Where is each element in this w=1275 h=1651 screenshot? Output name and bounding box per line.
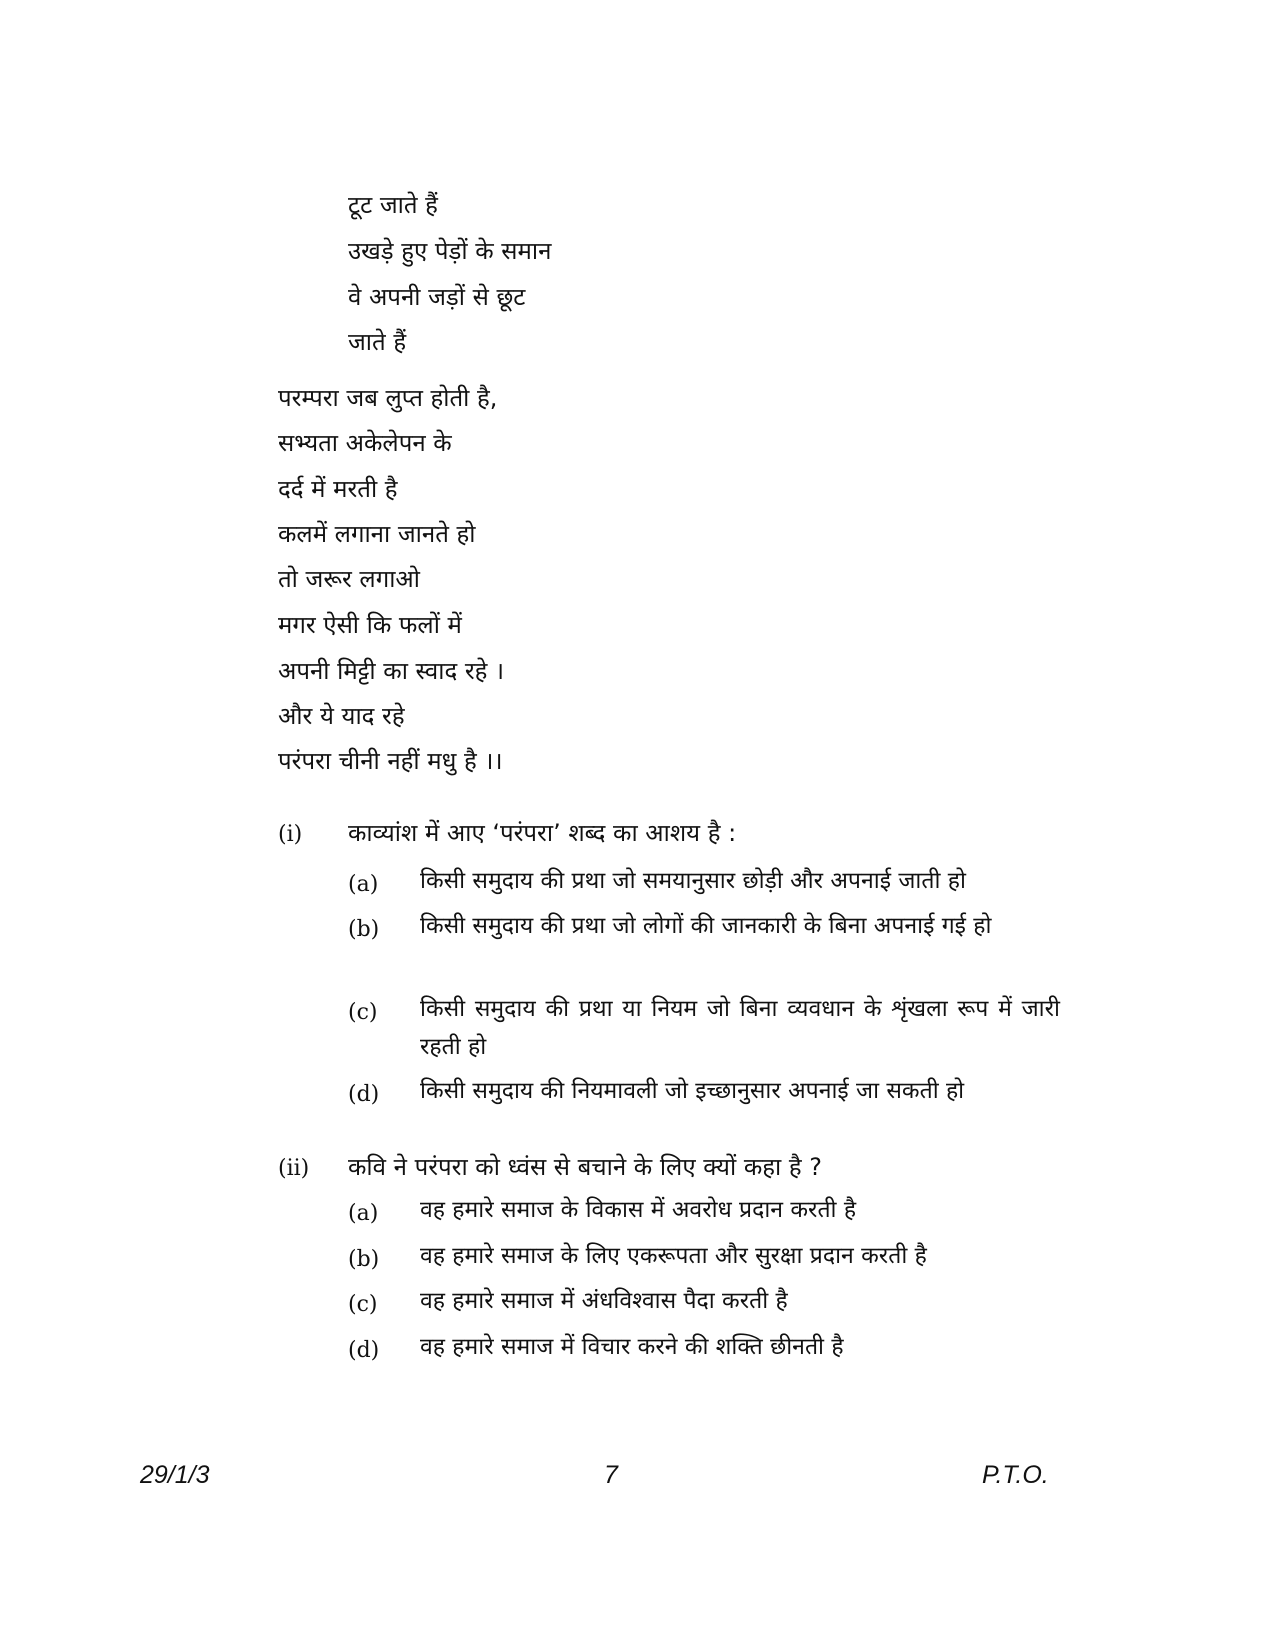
poem-line: तो जरूर लगाओ	[278, 565, 420, 593]
option-text: वह हमारे समाज के लिए एकरूपता और सुरक्षा प्रदान करती है	[420, 1243, 927, 1269]
option-text: किसी समुदाय की प्रथा जो समयानुसार छोड़ी और अपनाई जाती हो	[420, 868, 966, 894]
option-label: (c)	[348, 1292, 378, 1317]
question-number: (i)	[278, 822, 303, 847]
poem-line: जाते हैं	[348, 328, 407, 356]
option-label: (d)	[348, 1082, 380, 1107]
poem-line: उखड़े हुए पेड़ों के समान	[348, 237, 552, 265]
option-text: वह हमारे समाज के विकास में अवरोध प्रदान करती है	[420, 1197, 857, 1223]
poem-line: सभ्यता अकेलेपन के	[278, 429, 452, 457]
poem-line: मगर ऐसी कि फलों में	[278, 611, 462, 639]
pto-label: P.T.O.	[982, 1461, 1049, 1489]
option-label: (a)	[348, 872, 379, 897]
poem-line: परंपरा चीनी नहीं मधु है ।।	[278, 747, 503, 775]
option-label: (a)	[348, 1201, 379, 1226]
poem-line: वे अपनी जड़ों से छूट	[348, 283, 526, 311]
option-label: (c)	[348, 1000, 378, 1025]
option-text: किसी समुदाय की नियमावली जो इच्छानुसार अपनाई जा सकती हो	[420, 1078, 965, 1104]
option-text: किसी समुदाय की प्रथा जो लोगों की जानकारी के बिना अपनाई गई हो	[420, 913, 992, 939]
page-number: 7	[604, 1461, 618, 1489]
poem-line: दर्द में मरती है	[278, 475, 398, 503]
option-label: (d)	[348, 1338, 380, 1363]
option-text: वह हमारे समाज में विचार करने की शक्ति छीनती है	[420, 1334, 844, 1360]
poem-line: टूट जाते हैं	[348, 191, 438, 219]
poem-line: कलमें लगाना जानते हो	[278, 520, 476, 548]
poem-line: परम्परा जब लुप्त होती है,	[278, 384, 498, 412]
paper-code: 29/1/3	[140, 1461, 210, 1489]
option-label: (b)	[348, 917, 380, 942]
option-text: किसी समुदाय की प्रथा या नियम जो बिना व्यवधान के शृंखला रूप में जारी रहती हो	[420, 996, 1060, 1060]
poem-line: और ये याद रहे	[278, 702, 405, 730]
option-text: वह हमारे समाज में अंधविश्वास पैदा करती है	[420, 1288, 788, 1314]
option-label: (b)	[348, 1247, 380, 1272]
question-text: काव्यांश में आए ‘परंपरा’ शब्द का आशय है :	[348, 819, 737, 847]
question-number: (ii)	[278, 1156, 310, 1181]
question-text: कवि ने परंपरा को ध्वंस से बचाने के लिए क्यों कहा है ?	[348, 1153, 822, 1181]
poem-line: अपनी मिट्टी का स्वाद रहे ।	[278, 657, 505, 685]
